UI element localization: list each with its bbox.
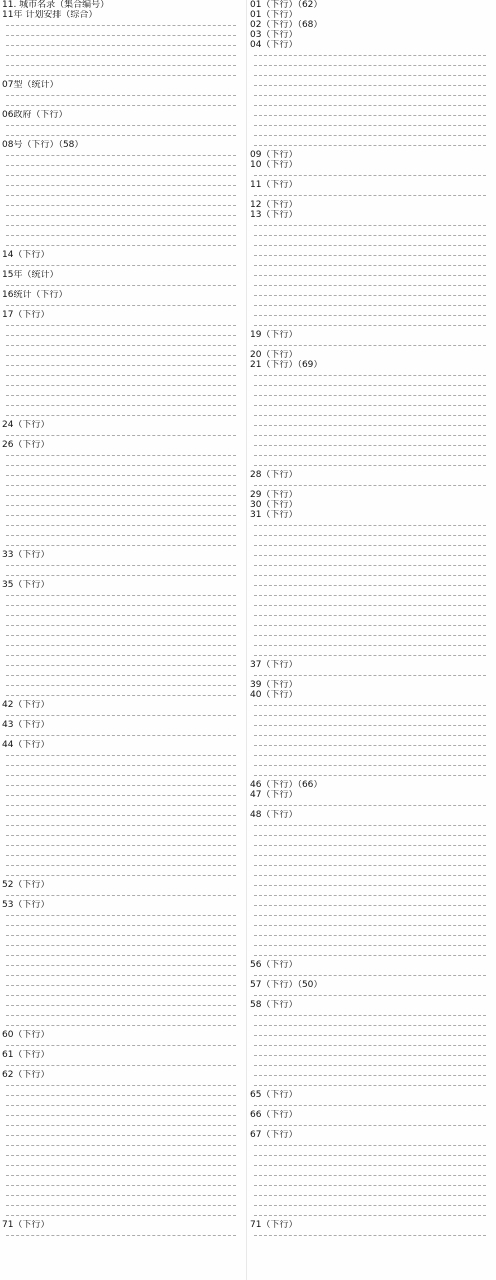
illegible-text-line (2, 390, 244, 400)
illegible-text-line (2, 630, 244, 640)
illegible-text-line (250, 1030, 494, 1040)
text-line: 16统计（下行） (2, 290, 68, 300)
text-line: 08号（下行）（58） (2, 140, 84, 150)
illegible-text-line (2, 1040, 244, 1050)
illegible-text-line (250, 670, 494, 680)
text-line: 19（下行） (250, 330, 298, 340)
illegible-text-line (2, 930, 244, 940)
illegible-text-line (2, 160, 244, 170)
illegible-text-line (250, 1180, 494, 1190)
illegible-text-line (250, 380, 494, 390)
illegible-text-line (250, 1210, 494, 1220)
illegible-text-line (250, 1040, 494, 1050)
illegible-text-line (250, 600, 494, 610)
illegible-text-line (250, 970, 494, 980)
illegible-text-line (2, 190, 244, 200)
illegible-text-line (2, 920, 244, 930)
illegible-text-line (2, 430, 244, 440)
illegible-text-line (2, 380, 244, 390)
text-line: 57（下行）（50） (250, 980, 323, 990)
illegible-text-line (2, 360, 244, 370)
text-line: 24（下行） (2, 420, 50, 430)
text-line: 12（下行） (250, 200, 298, 210)
illegible-text-line (250, 740, 494, 750)
text-line: 07型（统计） (2, 80, 59, 90)
illegible-text-line (250, 530, 494, 540)
text-line: 11（下行） (250, 180, 298, 190)
illegible-text-line (2, 70, 244, 80)
illegible-text-line (2, 210, 244, 220)
illegible-text-line (250, 400, 494, 410)
illegible-text-line (2, 600, 244, 610)
illegible-text-line (250, 390, 494, 400)
illegible-text-line (2, 690, 244, 700)
illegible-text-line (250, 340, 494, 350)
illegible-text-line (2, 320, 244, 330)
illegible-text-line (250, 310, 494, 320)
text-line: 53（下行） (2, 900, 50, 910)
illegible-text-line (2, 170, 244, 180)
text-line: 26（下行） (2, 440, 50, 450)
text-line: 35（下行） (2, 580, 50, 590)
illegible-text-line (2, 410, 244, 420)
illegible-text-line (250, 90, 494, 100)
illegible-text-line (2, 910, 244, 920)
illegible-text-line (2, 610, 244, 620)
illegible-text-line (2, 680, 244, 690)
illegible-text-line (2, 510, 244, 520)
illegible-text-line (250, 120, 494, 130)
text-line: 56（下行） (250, 960, 298, 970)
text-line: 67（下行） (250, 1130, 298, 1140)
illegible-text-line (2, 780, 244, 790)
text-line: 09（下行） (250, 150, 298, 160)
illegible-text-line (250, 300, 494, 310)
illegible-text-line (250, 60, 494, 70)
illegible-text-line (2, 540, 244, 550)
illegible-text-line (2, 970, 244, 980)
illegible-text-line (250, 70, 494, 80)
text-line: 40（下行） (250, 690, 298, 700)
illegible-text-line (2, 30, 244, 40)
illegible-text-line (250, 1050, 494, 1060)
text-line: 02（下行）（68） (250, 20, 323, 30)
illegible-text-line (250, 1010, 494, 1020)
illegible-text-line (250, 930, 494, 940)
illegible-text-line (250, 1060, 494, 1070)
illegible-text-line (250, 460, 494, 470)
illegible-text-line (250, 420, 494, 430)
illegible-text-line (250, 650, 494, 660)
illegible-text-line (2, 150, 244, 160)
illegible-text-line (250, 1100, 494, 1110)
illegible-text-line (250, 290, 494, 300)
illegible-text-line (2, 1150, 244, 1160)
illegible-text-line (2, 230, 244, 240)
illegible-text-line (2, 800, 244, 810)
illegible-text-line (2, 340, 244, 350)
illegible-text-line (250, 1140, 494, 1150)
column-divider (246, 0, 247, 1280)
illegible-text-line (2, 750, 244, 760)
illegible-text-line (250, 900, 494, 910)
illegible-text-line (2, 840, 244, 850)
text-line: 21（下行）（69） (250, 360, 323, 370)
illegible-text-line (2, 810, 244, 820)
illegible-text-line (250, 630, 494, 640)
illegible-text-line (2, 100, 244, 110)
illegible-text-line (2, 180, 244, 190)
illegible-text-line (250, 1230, 494, 1240)
illegible-text-line (2, 1170, 244, 1180)
illegible-text-line (2, 640, 244, 650)
text-line: 52（下行） (2, 880, 50, 890)
illegible-text-line (2, 1080, 244, 1090)
illegible-text-line (2, 520, 244, 530)
illegible-text-line (2, 1010, 244, 1020)
illegible-text-line (2, 1020, 244, 1030)
text-line: 61（下行） (2, 1050, 50, 1060)
illegible-text-line (250, 760, 494, 770)
illegible-text-line (250, 850, 494, 860)
illegible-text-line (2, 460, 244, 470)
illegible-text-line (2, 1090, 244, 1100)
text-line: 48（下行） (250, 810, 298, 820)
text-line: 31（下行） (250, 510, 298, 520)
illegible-text-line (2, 980, 244, 990)
illegible-text-line (250, 170, 494, 180)
illegible-text-line (2, 120, 244, 130)
illegible-text-line (2, 590, 244, 600)
illegible-text-line (250, 720, 494, 730)
illegible-text-line (2, 90, 244, 100)
illegible-text-line (2, 1130, 244, 1140)
text-line: 43（下行） (2, 720, 50, 730)
illegible-text-line (250, 750, 494, 760)
illegible-text-line (250, 1200, 494, 1210)
illegible-text-line (2, 730, 244, 740)
illegible-text-line (2, 850, 244, 860)
illegible-text-line (2, 1200, 244, 1210)
illegible-text-line (2, 990, 244, 1000)
illegible-text-line (2, 1190, 244, 1200)
illegible-text-line (250, 1190, 494, 1200)
text-line: 13（下行） (250, 210, 298, 220)
illegible-text-line (250, 100, 494, 110)
illegible-text-line (2, 240, 244, 250)
illegible-text-line (2, 330, 244, 340)
illegible-text-line (250, 1160, 494, 1170)
illegible-text-line (250, 950, 494, 960)
text-line: 01（下行）（62） (250, 0, 323, 10)
illegible-text-line (250, 820, 494, 830)
illegible-text-line (250, 440, 494, 450)
illegible-text-line (2, 950, 244, 960)
illegible-text-line (2, 300, 244, 310)
illegible-text-line (2, 570, 244, 580)
illegible-text-line (2, 480, 244, 490)
illegible-text-line (250, 840, 494, 850)
illegible-text-line (2, 620, 244, 630)
illegible-text-line (250, 410, 494, 420)
text-line: 62（下行） (2, 1070, 50, 1080)
illegible-text-line (250, 250, 494, 260)
illegible-text-line (250, 830, 494, 840)
illegible-text-line (250, 80, 494, 90)
illegible-text-line (250, 1150, 494, 1160)
illegible-text-line (2, 260, 244, 270)
illegible-text-line (250, 590, 494, 600)
illegible-text-line (2, 50, 244, 60)
illegible-text-line (250, 880, 494, 890)
illegible-text-line (250, 270, 494, 280)
illegible-text-line (2, 1060, 244, 1070)
text-line: 01（下行） (250, 10, 298, 20)
illegible-text-line (250, 620, 494, 630)
illegible-text-line (250, 990, 494, 1000)
illegible-text-line (250, 730, 494, 740)
illegible-text-line (2, 1110, 244, 1120)
illegible-text-line (2, 1140, 244, 1150)
text-line: 65（下行） (250, 1090, 298, 1100)
illegible-text-line (250, 920, 494, 930)
text-line: 11. 城市名录（集合编号） (2, 0, 110, 10)
illegible-text-line (250, 140, 494, 150)
illegible-text-line (250, 520, 494, 530)
illegible-text-line (2, 370, 244, 380)
text-line: 11年 计划安排（综合） (2, 10, 98, 20)
illegible-text-line (250, 190, 494, 200)
text-line: 06政府（下行） (2, 110, 68, 120)
illegible-text-line (2, 760, 244, 770)
illegible-text-line (2, 1180, 244, 1190)
illegible-text-line (2, 1000, 244, 1010)
illegible-text-line (2, 770, 244, 780)
illegible-text-line (250, 1070, 494, 1080)
illegible-text-line (2, 40, 244, 50)
illegible-text-line (2, 830, 244, 840)
text-line: 20（下行） (250, 350, 298, 360)
illegible-text-line (2, 820, 244, 830)
text-line: 42（下行） (2, 700, 50, 710)
illegible-text-line (250, 230, 494, 240)
illegible-text-line (2, 1120, 244, 1130)
illegible-text-line (2, 200, 244, 210)
illegible-text-line (2, 790, 244, 800)
illegible-text-line (250, 1020, 494, 1030)
text-line: 10（下行） (250, 160, 298, 170)
illegible-text-line (250, 260, 494, 270)
illegible-text-line (2, 560, 244, 570)
illegible-text-line (250, 130, 494, 140)
illegible-text-line (250, 860, 494, 870)
text-line: 66（下行） (250, 1110, 298, 1120)
illegible-text-line (250, 640, 494, 650)
illegible-text-line (250, 430, 494, 440)
illegible-text-line (2, 530, 244, 540)
right-column (248, 0, 496, 1280)
illegible-text-line (250, 540, 494, 550)
text-line: 58（下行） (250, 1000, 298, 1010)
illegible-text-line (2, 60, 244, 70)
illegible-text-line (2, 860, 244, 870)
text-line: 44（下行） (2, 740, 50, 750)
illegible-text-line (2, 470, 244, 480)
text-line: 46（下行）（66） (250, 780, 323, 790)
illegible-text-line (2, 960, 244, 970)
illegible-text-line (250, 870, 494, 880)
illegible-text-line (250, 110, 494, 120)
text-line: 04（下行） (250, 40, 298, 50)
text-line: 17（下行） (2, 310, 50, 320)
illegible-text-line (250, 320, 494, 330)
text-line: 39（下行） (250, 680, 298, 690)
text-line: 14（下行） (2, 250, 50, 260)
text-line: 28（下行） (250, 470, 298, 480)
illegible-text-line (2, 1160, 244, 1170)
illegible-text-line (2, 650, 244, 660)
illegible-text-line (250, 570, 494, 580)
illegible-text-line (2, 870, 244, 880)
illegible-text-line (250, 800, 494, 810)
illegible-text-line (2, 280, 244, 290)
illegible-text-line (250, 1120, 494, 1130)
illegible-text-line (250, 1080, 494, 1090)
illegible-text-line (250, 280, 494, 290)
text-line: 30（下行） (250, 500, 298, 510)
illegible-text-line (250, 450, 494, 460)
illegible-text-line (250, 220, 494, 230)
illegible-text-line (2, 450, 244, 460)
illegible-text-line (250, 370, 494, 380)
illegible-text-line (2, 400, 244, 410)
text-line: 71（下行） (250, 1220, 298, 1230)
illegible-text-line (2, 220, 244, 230)
illegible-text-line (2, 490, 244, 500)
text-line: 47（下行） (250, 790, 298, 800)
text-line: 71（下行） (2, 1220, 50, 1230)
illegible-text-line (2, 890, 244, 900)
illegible-text-line (250, 550, 494, 560)
illegible-text-line (250, 700, 494, 710)
text-line: 15年（统计） (2, 270, 59, 280)
illegible-text-line (250, 480, 494, 490)
illegible-text-line (2, 670, 244, 680)
illegible-text-line (250, 910, 494, 920)
illegible-text-line (2, 20, 244, 30)
illegible-text-line (250, 770, 494, 780)
illegible-text-line (250, 560, 494, 570)
illegible-text-line (2, 350, 244, 360)
text-line: 37（下行） (250, 660, 298, 670)
illegible-text-line (2, 130, 244, 140)
illegible-text-line (2, 710, 244, 720)
illegible-text-line (2, 500, 244, 510)
illegible-text-line (2, 1230, 244, 1240)
illegible-text-line (250, 890, 494, 900)
illegible-text-line (2, 1100, 244, 1110)
illegible-text-line (250, 50, 494, 60)
illegible-text-line (250, 610, 494, 620)
text-line: 60（下行） (2, 1030, 50, 1040)
text-line: 03（下行） (250, 30, 298, 40)
illegible-text-line (250, 1170, 494, 1180)
text-line: 29（下行） (250, 490, 298, 500)
illegible-text-line (2, 940, 244, 950)
illegible-text-line (250, 240, 494, 250)
illegible-text-line (2, 1210, 244, 1220)
illegible-text-line (250, 580, 494, 590)
illegible-text-line (2, 660, 244, 670)
illegible-text-line (250, 940, 494, 950)
illegible-text-line (250, 710, 494, 720)
text-line: 33（下行） (2, 550, 50, 560)
